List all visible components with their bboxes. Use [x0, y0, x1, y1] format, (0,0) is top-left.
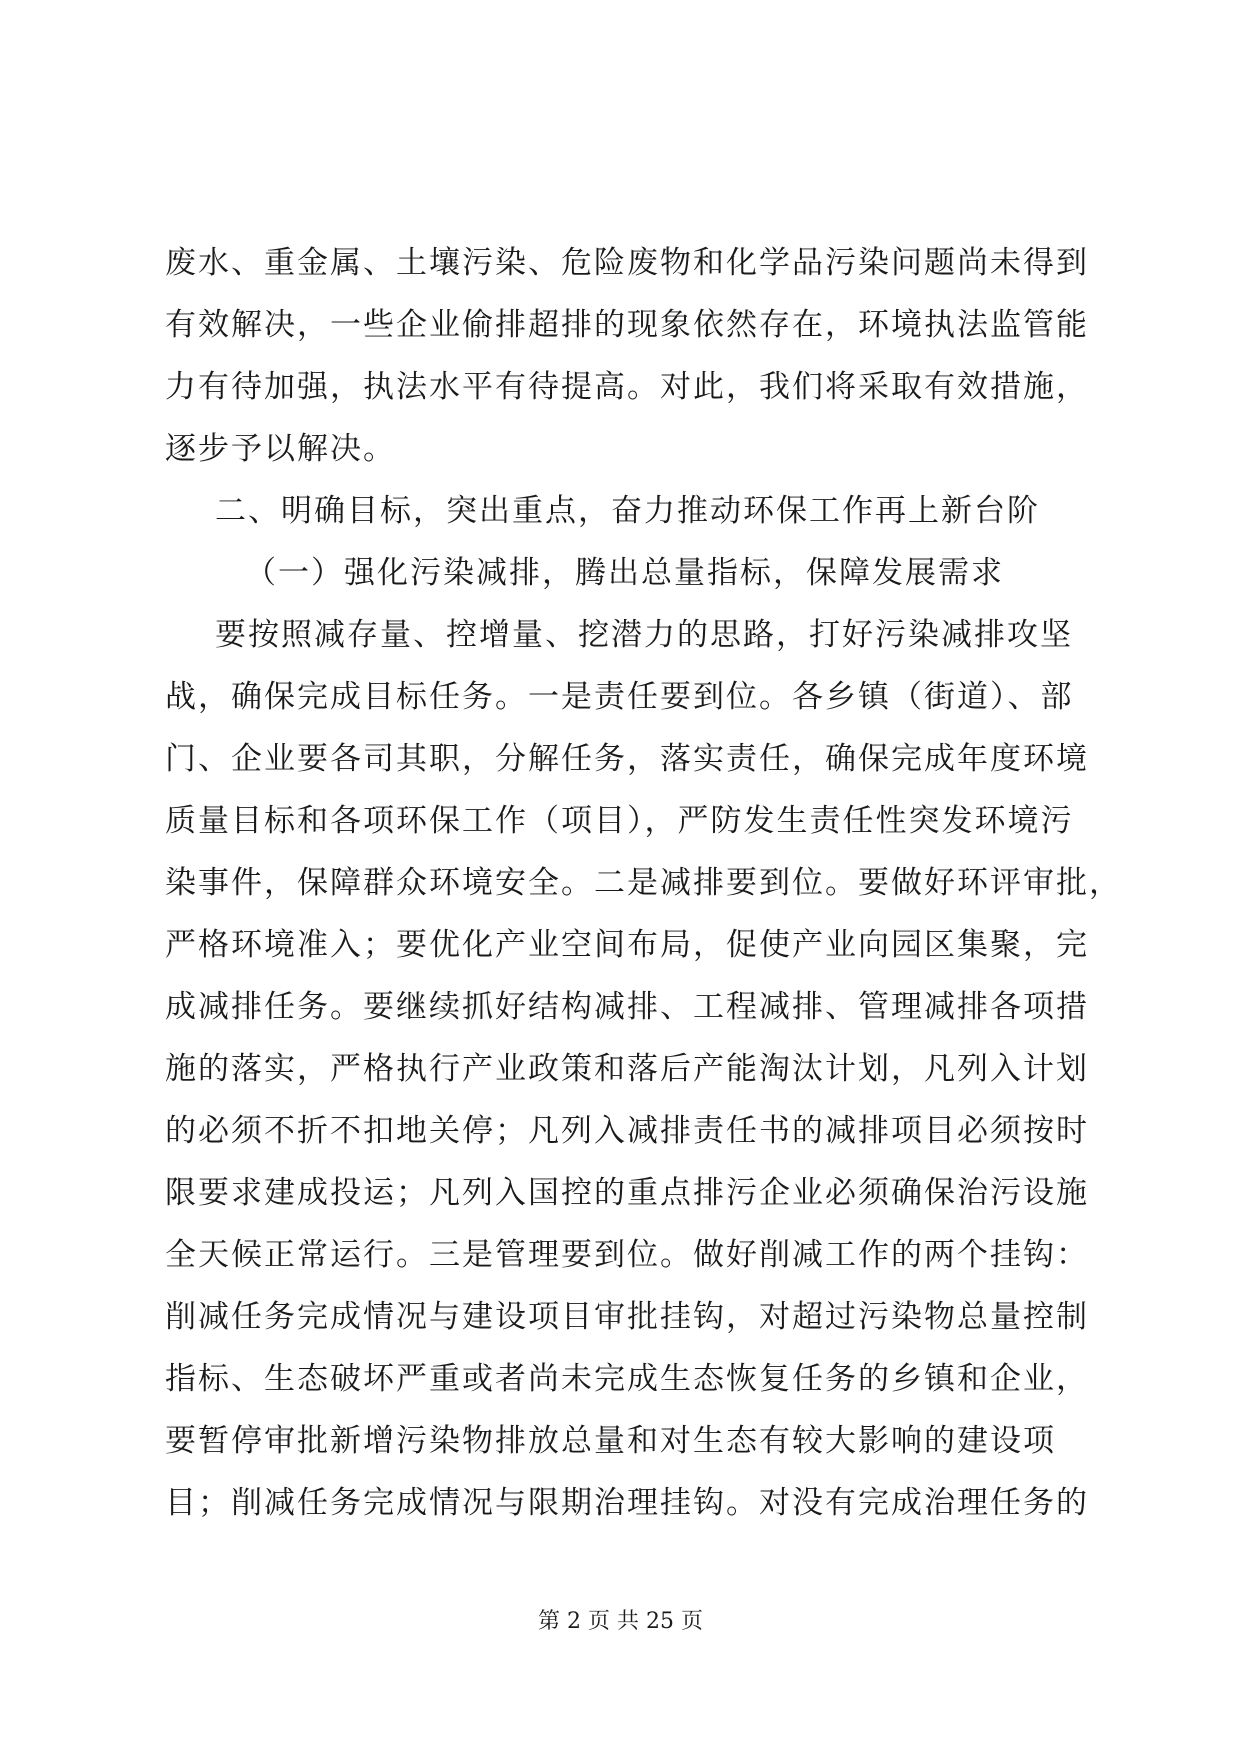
- body-line: 施的落实，严格执行产业政策和落后产能淘汰计划，凡列入计划: [165, 1051, 1089, 1087]
- document-body: [165, 232, 1122, 1534]
- page-footer: [0, 1604, 1241, 1635]
- body-line: 要按照减存量、控增量、挖潜力的思路，打好污染减排攻坚: [215, 617, 1073, 653]
- page-number-label: 第 2 页 共 25 页: [538, 1609, 703, 1634]
- body-line: 指标、生态破坏严重或者尚未完成生态恢复任务的乡镇和企业，: [165, 1361, 1089, 1397]
- body-line: 要暂停审批新增污染物排放总量和对生态有较大影响的建设项: [165, 1423, 1056, 1459]
- body-line: 全天候正常运行。三是管理要到位。做好削减工作的两个挂钩：: [165, 1237, 1089, 1273]
- body-line: 削减任务完成情况与建设项目审批挂钩，对超过污染物总量控制: [165, 1299, 1089, 1335]
- body-line: 力有待加强，执法水平有待提高。对此，我们将采取有效措施，: [165, 369, 1089, 405]
- body-line: 成减排任务。要继续抓好结构减排、工程减排、管理减排各项措: [165, 989, 1089, 1025]
- body-line: 门、企业要各司其职，分解任务，落实责任，确保完成年度环境: [165, 741, 1089, 777]
- body-line: 严格环境准入；要优化产业空间布局，促使产业向园区集聚，完: [165, 927, 1089, 963]
- body-line: 染事件，保障群众环境安全。二是减排要到位。要做好环评审批，: [165, 865, 1122, 901]
- body-line: 的必须不折不扣地关停；凡列入减排责任书的减排项目必须按时: [165, 1113, 1089, 1149]
- body-line: 目；削减任务完成情况与限期治理挂钩。对没有完成治理任务的: [165, 1485, 1089, 1521]
- body-line: 废水、重金属、土壤污染、危险废物和化学品污染问题尚未得到: [165, 245, 1089, 281]
- subsection-heading: （一）强化污染减排，腾出总量指标，保障发展需求: [245, 555, 1004, 591]
- body-line: 有效解决，一些企业偷排超排的现象依然存在，环境执法监管能: [165, 307, 1089, 343]
- body-line: 质量目标和各项环保工作（项目），严防发生责任性突发环境污: [165, 803, 1074, 839]
- body-line: 逐步予以解决。: [165, 431, 396, 467]
- body-line: 限要求建成投运；凡列入国控的重点排污企业必须确保治污设施: [165, 1175, 1089, 1211]
- section-heading: 二、明确目标，突出重点，奋力推动环保工作再上新台阶: [215, 493, 1040, 529]
- body-line: 战，确保完成目标任务。一是责任要到位。各乡镇（街道）、部: [165, 679, 1074, 715]
